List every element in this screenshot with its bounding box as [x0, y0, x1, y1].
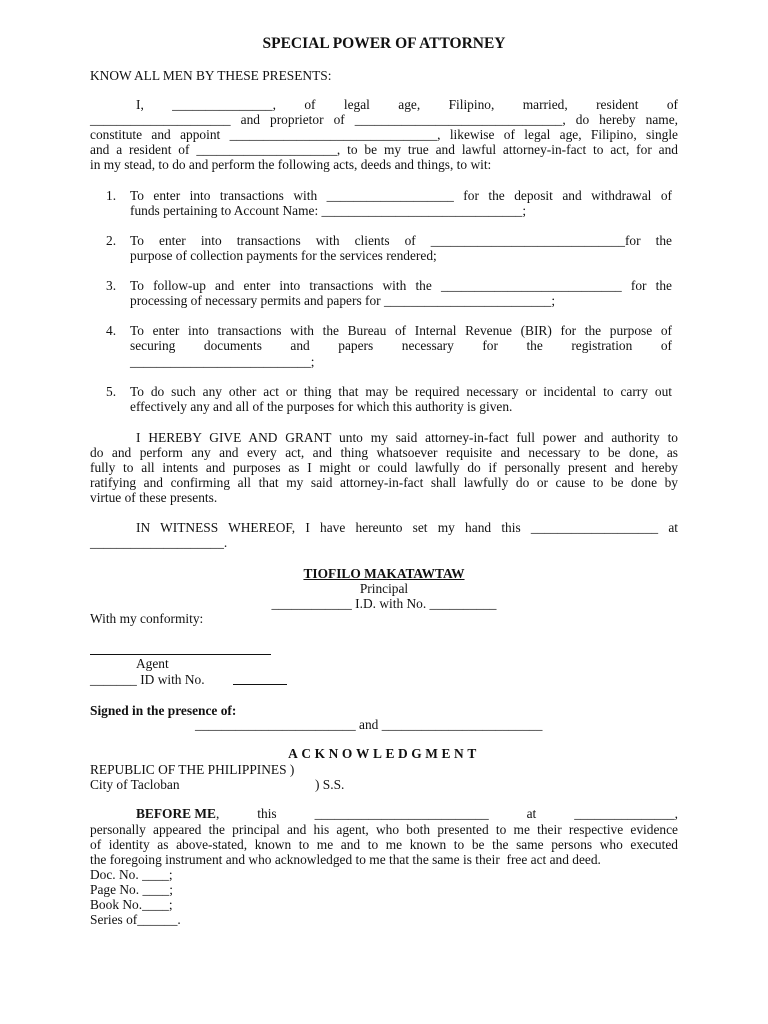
agent-id-line: _______ ID with No.: [90, 672, 205, 687]
item-number: 4.: [106, 323, 117, 338]
grant-line: virtue of these presents.: [90, 490, 218, 505]
item-line: To enter into transactions with ___________________ for the deposit and withdrawal of: [130, 188, 672, 203]
item-line: processing of necessary permits and papers for _________________________;: [130, 293, 556, 308]
ack-line: the foregoing instrument and who acknowledged to me that the same is their free act and deed.: [90, 852, 601, 867]
conformity-label: With my conformity:: [90, 611, 204, 626]
item-line: securing documents and papers necessary for the registration of: [130, 338, 672, 353]
witnesses-line: ________________________ and ________________________: [195, 717, 543, 732]
before-me-rest: , this __________________________ at _______________,: [215, 806, 678, 821]
item-number: 1.: [106, 188, 117, 203]
grant-line: do and perform any and every act, and thing whatsoever requisite and necessary to be done, as: [90, 445, 678, 460]
document-title: SPECIAL POWER OF ATTORNEY: [262, 35, 506, 52]
intro-line: in my stead, to do and perform the following acts, deeds and things, to wit:: [90, 157, 492, 172]
acknowledgment-title: ACKNOWLEDGMENT: [288, 746, 480, 761]
ack-line: personally appeared the principal and his agent, who both presented to me their respective evidence: [90, 822, 678, 837]
intro-line: and a resident of _____________________, to be my true and lawful attorney-in-fact to act, for and: [90, 142, 678, 157]
principal-name: TIOFILO MAKATAWTAW: [303, 566, 465, 581]
intro-line: constitute and appoint _______________________________, likewise of legal age, Filipino, single: [90, 127, 678, 142]
item-line: purpose of collection payments for the services rendered;: [130, 248, 437, 263]
item-line: effectively any and all of the purposes for which this authority is given.: [130, 399, 513, 414]
item-number: 2.: [106, 233, 117, 248]
before-me-label: BEFORE ME: [136, 806, 216, 821]
item-number: 5.: [106, 384, 117, 399]
republic-line: REPUBLIC OF THE PHILIPPINES ): [90, 762, 295, 777]
witness-line: IN WITNESS WHEREOF, I have hereunto set my hand this ___________________ at: [136, 520, 678, 535]
agent-signature-line: [90, 654, 271, 655]
item-number: 3.: [106, 278, 117, 293]
grant-line: I HEREBY GIVE AND GRANT unto my said attorney-in-fact full power and authority to: [136, 430, 678, 445]
series-of: Series of______.: [90, 912, 181, 927]
doc-no: Doc. No. ____;: [90, 867, 173, 882]
item-line: To do such any other act or thing that may be required necessary or incidental to carry out: [130, 384, 672, 399]
agent-id-blank: [233, 684, 287, 685]
book-no: Book No.____;: [90, 897, 173, 912]
city-line: City of Tacloban: [90, 777, 180, 792]
witness-line: ____________________.: [90, 535, 228, 550]
grant-line: ratifying and confirming all that my said attorney-in-fact shall lawfully do or cause to be done by: [90, 475, 678, 490]
grant-line: fully to all intents and purposes as I might or could lawfully do if personally present and hereby: [90, 460, 678, 475]
intro-line: I, _______________, of legal age, Filipino, married, resident of: [136, 97, 678, 112]
item-line: To enter into transactions with the Bureau of Internal Revenue (BIR) for the purpose of: [130, 323, 672, 338]
item-line: ___________________________;: [130, 354, 315, 369]
intro-line: _____________________ and proprietor of _______________________________, do hereby name,: [90, 112, 678, 127]
before-me-line: [136, 806, 678, 822]
page-no: Page No. ____;: [90, 882, 173, 897]
agent-label: Agent: [136, 656, 169, 671]
signed-presence-label: Signed in the presence of:: [90, 703, 237, 718]
ack-line: of identity as above-stated, known to me and to me known to be the same persons who executed: [90, 837, 678, 852]
know-all-heading: KNOW ALL MEN BY THESE PRESENTS:: [90, 68, 332, 83]
item-line: funds pertaining to Account Name: ______________________________;: [130, 203, 527, 218]
item-line: To enter into transactions with clients of _____________________________for the: [130, 233, 672, 248]
ss-marker: ) S.S.: [315, 777, 345, 792]
principal-id-line: ____________ I.D. with No. __________: [271, 596, 497, 611]
principal-label: Principal: [359, 581, 409, 596]
item-line: To follow-up and enter into transactions with the ___________________________ for the: [130, 278, 672, 293]
